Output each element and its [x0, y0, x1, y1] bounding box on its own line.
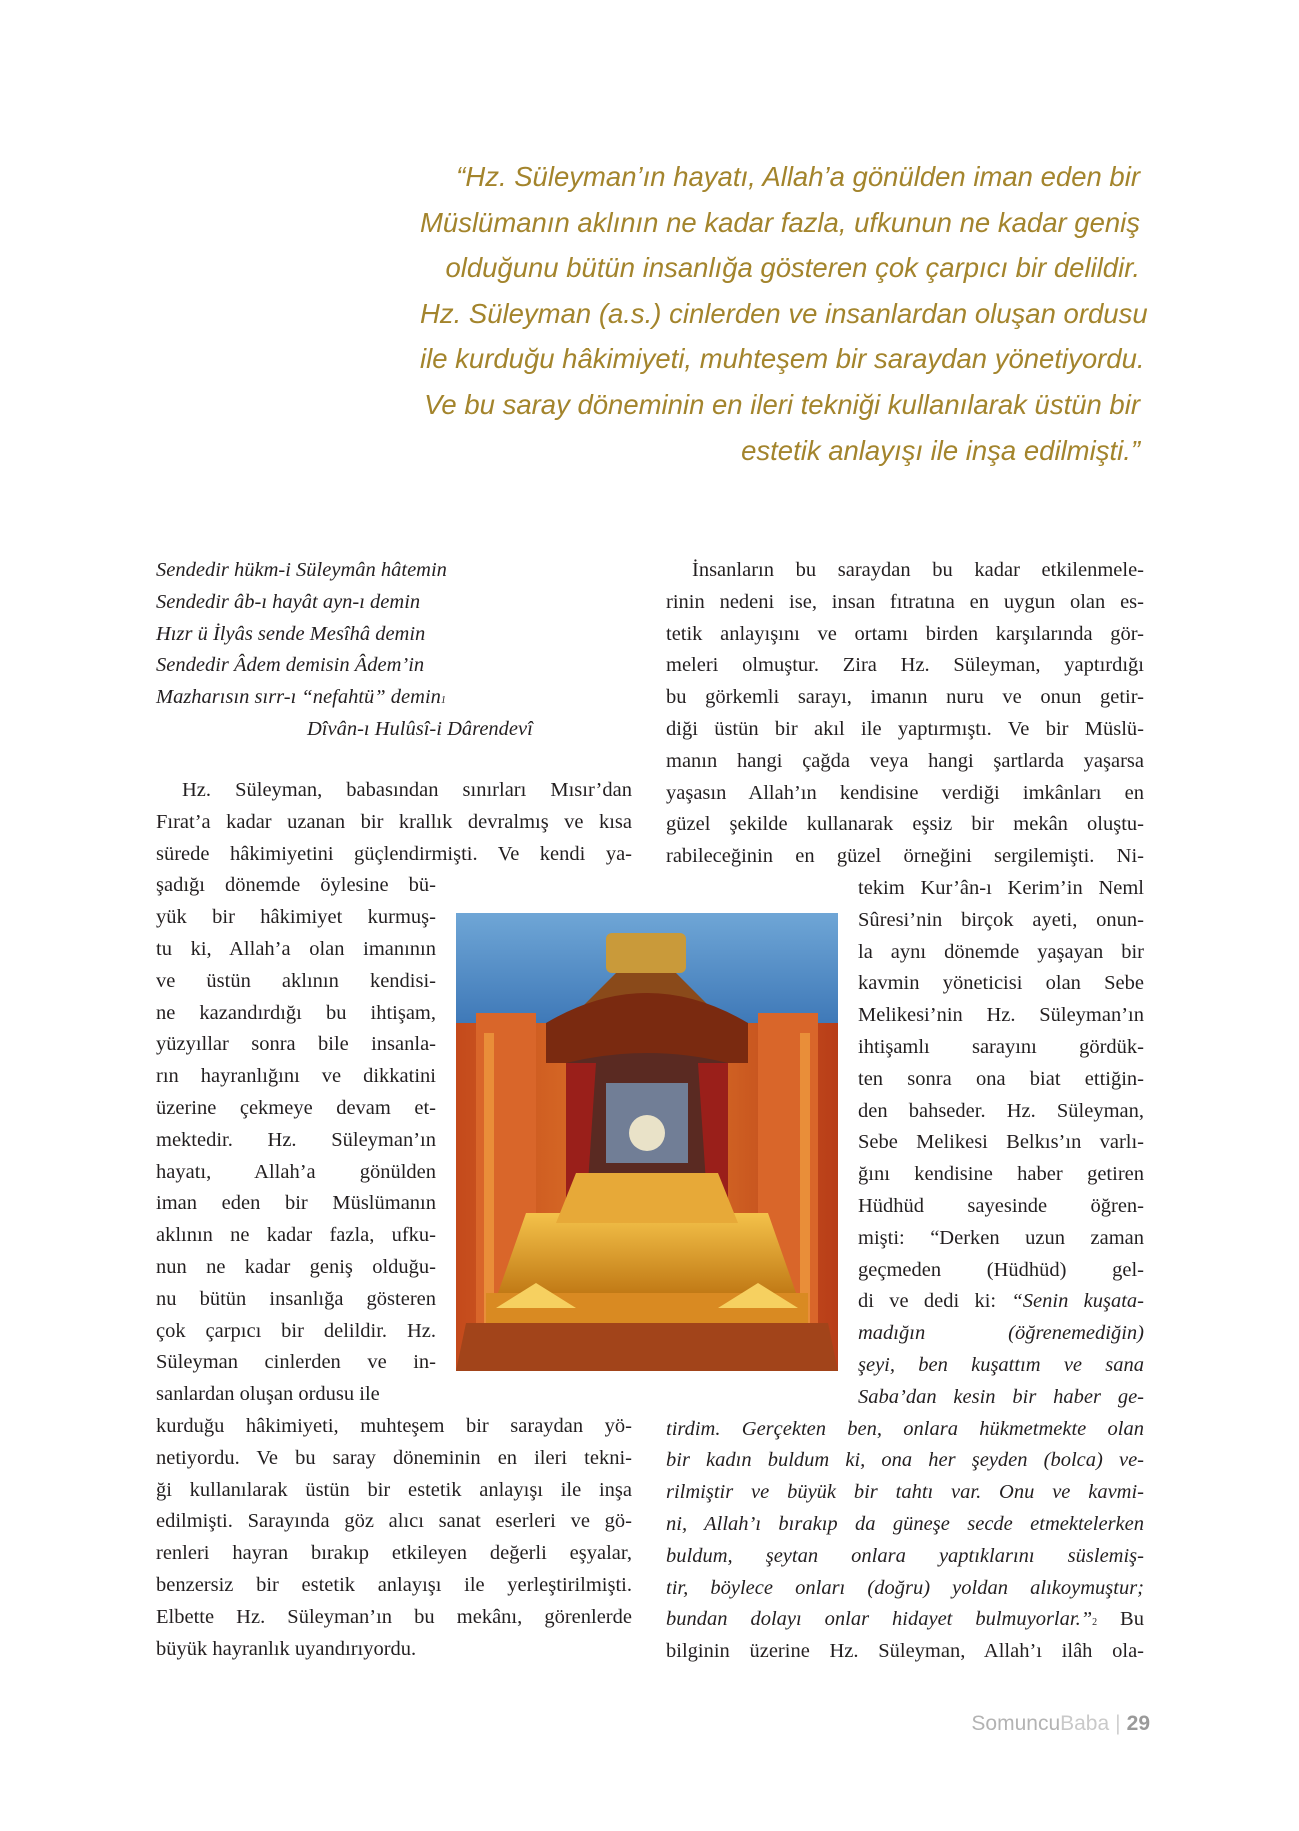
text-line: Sûresi’nin birçok ayeti, onun- — [858, 908, 1144, 931]
text-line: renleri hayran bırakıp etkileyen değerli eşyalar, — [156, 1542, 632, 1565]
text-line: ğını kendisine haber getiren — [858, 1163, 1144, 1186]
text-line: nu bütün insanlığa gösteren — [156, 1287, 436, 1310]
text-line: tu ki, Allah’a olan imanının — [156, 937, 436, 960]
text-line: bu görkemli sarayı, imanın nuru ve onun getir- — [666, 686, 1144, 709]
palace-throne-image — [456, 913, 838, 1371]
text-line: kurduğu hâkimiyeti, muhteşem bir saraydan yö- — [156, 1414, 632, 1437]
poem-source: Dîvân-ı Hulûsî-i Dârendevî — [307, 717, 533, 740]
text-line: iman eden bir Müslümanın — [156, 1192, 436, 1215]
poem-line — [156, 555, 586, 587]
text-line: la aynı dönemde yaşayan bir — [858, 940, 1144, 963]
poem-line — [156, 650, 586, 682]
text-line: manın hangi çağda veya hangi şartlarda yaşarsa — [666, 749, 1144, 772]
quran-quote-fragment: bundan dolayı onlar hidayet bulmuyorlar.” — [666, 1608, 1093, 1631]
text-fragment: di ve dedi ki: — [858, 1290, 1012, 1313]
text-line: edilmişti. Sarayında göz alıcı sanat eserleri ve gö- — [156, 1510, 632, 1533]
text-line: ihtişamlı sarayını gördük- — [858, 1035, 1144, 1058]
text-line: Saba’dan kesin bir haber ge- — [858, 1385, 1144, 1408]
poem-line — [156, 619, 586, 651]
text-line: Fırat’a kadar uzanan bir krallık devralmış ve kısa — [156, 810, 632, 833]
text-line: rilmiştir ve büyük bir tahtı var. Onu ve kavmi- — [666, 1481, 1144, 1504]
text-line: ği kullanılarak üstün bir estetik anlayışı ile inşa — [156, 1478, 632, 1501]
poem-line — [156, 682, 586, 714]
text-line: meleri olmuştur. Zira Hz. Süleyman, yaptırdığı — [666, 654, 1144, 677]
text-line: tir, böylece onları (doğru) yoldan alıkoymuştur; — [666, 1576, 1144, 1599]
text-line: tirdim. Gerçekten ben, onlara hükmetmekte olan — [666, 1417, 1144, 1440]
poem — [156, 555, 586, 746]
pull-quote-line: ile kurduğu hâkimiyeti, muhteşem bir saraydan yönetiyordu. — [420, 343, 1145, 375]
text-line: rinin nedeni ise, insan fıtratına en uygun olan es- — [666, 590, 1144, 613]
text-line: ve üstün aklının kendisi- — [156, 969, 436, 992]
text-line: yaşasın Allah’ın kendisine verdiği imkânları en — [666, 781, 1144, 804]
text-line: ni, Allah’ı bırakıp da güneşe secde etmektelerken — [666, 1512, 1144, 1535]
text-line: şadığı dönemde öylesine bü- — [156, 874, 436, 897]
text-line: ne kazandırdığı bu ihtişam, — [156, 1001, 436, 1024]
text-line: Melikesi’nin Hz. Süleyman’ın — [858, 1004, 1144, 1027]
footnote-marker: 1 — [440, 695, 446, 707]
text-line: Sebe Melikesi Belkıs’ın varlı- — [858, 1131, 1144, 1154]
quran-quote-fragment: “Senin kuşata- — [1011, 1290, 1144, 1313]
text-line: diği üstün bir akıl ile yaptırmıştı. Ve bir Müslü- — [666, 717, 1144, 740]
page-number: 29 — [1126, 1712, 1150, 1735]
text-line: büyük hayranlık uyandırıyordu. — [156, 1637, 417, 1660]
poem-line-text: Sendedir hükm-i Süleymân hâtemin — [156, 559, 447, 581]
text-line: kavmin yöneticisi olan Sebe — [858, 972, 1144, 995]
text-line: bir kadın buldum ki, ona her şeyden (bolca) ve- — [666, 1449, 1144, 1472]
text-line: yük bir hâkimiyet kurmuş- — [156, 906, 436, 929]
pull-quote-line: Ve bu saray döneminin en ileri tekniği kullanılarak üstün bir — [424, 388, 1140, 420]
poem-line-text: Sendedir Âdem demisin Âdem’in — [156, 654, 425, 677]
text-line: tekim Kur’ân-ı Kerim’in Neml — [858, 876, 1144, 899]
brand-somuncu: Somuncu — [971, 1712, 1061, 1735]
text-line: madığın (öğrenemediğin) — [858, 1322, 1144, 1345]
text-line: Hüdhüd sayesinde öğren- — [858, 1194, 1144, 1217]
text-line: mişti: “Derken uzun zaman — [858, 1226, 1144, 1249]
text-line: netiyordu. Ve bu saray döneminin en ileri tekni- — [156, 1446, 632, 1469]
text-line: Süleyman cinlerden ve in- — [156, 1351, 436, 1374]
text-line: yüzyıllar sonra bile insanla- — [156, 1033, 436, 1056]
pull-quote-line: “Hz. Süleyman’ın hayatı, Allah’a gönülden iman eden bir — [456, 161, 1140, 192]
text-line: sanlardan oluşan ordusu ile — [156, 1383, 380, 1406]
text-line: buldum, şeytan onlara yaptıklarını süslemiş- — [666, 1544, 1144, 1567]
text-line: nun ne kadar geniş olduğu- — [156, 1255, 436, 1278]
text-line: ten sonra ona biat ettiğin- — [858, 1067, 1144, 1090]
text-line: hayatı, Allah’a gönülden — [156, 1160, 436, 1183]
text-line: rabileceğinin en güzel örneğini sergilemişti. Ni- — [666, 845, 1144, 868]
text-line — [858, 1286, 1144, 1318]
footnote-marker: 2 — [1092, 1617, 1098, 1629]
text-line: üzerine çekmeye devam et- — [156, 1096, 436, 1119]
text-line: sürede hâkimiyetini güçlendirmişti. Ve kendi ya- — [156, 842, 632, 865]
text-line: rın hayranlığını ve dikkatini — [156, 1065, 436, 1088]
footer-separator: | — [1115, 1712, 1121, 1735]
poem-line — [156, 587, 586, 619]
pull-quote-line: olduğunu bütün insanlığa gösteren çok çarpıcı bir delildir. — [445, 252, 1140, 284]
text-line: aklının ne kadar fazla, ufku- — [156, 1224, 436, 1247]
text-line: şeyi, ben kuşattım ve sana — [858, 1353, 1144, 1376]
text-line: güzel şekilde kullanarak eşsiz bir mekân oluştu- — [666, 813, 1144, 836]
poem-line-text: Hızr ü İlyâs sende Mesîhâ demin — [156, 622, 426, 645]
pull-quote-line: estetik anlayışı ile inşa edilmişti.” — [741, 434, 1140, 466]
page-footer — [960, 1712, 1150, 1736]
pull-quote-line: Müslümanın aklının ne kadar fazla, ufkunun ne kadar geniş — [420, 206, 1141, 238]
poem-line-text: Sendedir âb-ı hayât ayn-ı demin — [156, 590, 421, 613]
text-line: mektedir. Hz. Süleyman’ın — [156, 1128, 436, 1151]
text-line: den bahseder. Hz. Süleyman, — [858, 1099, 1144, 1122]
text-line: benzersiz bir estetik anlayışı ile yerleştirilmişti. — [156, 1573, 632, 1596]
text-line — [666, 1604, 1144, 1636]
text-line: geçmeden (Hüdhüd) gel- — [858, 1258, 1144, 1281]
text-line: İnsanların bu saraydan bu kadar etkilenmele- — [692, 559, 1144, 581]
pull-quote — [420, 154, 1148, 473]
pull-quote-line: Hz. Süleyman (a.s.) cinlerden ve insanlardan oluşan ordusu — [420, 297, 1148, 329]
text-line: Hz. Süleyman, babasından sınırları Mısır’dan — [182, 779, 632, 801]
text-line: bilginin üzerine Hz. Süleyman, Allah’ı ilâh ola- — [666, 1640, 1144, 1663]
text-line: çok çarpıcı bir delildir. Hz. — [156, 1319, 436, 1342]
poem-line-text: Mazharısın sırr-ı “nefahtü” demin — [156, 686, 441, 709]
brand-baba: Baba — [1060, 1712, 1110, 1735]
text-fragment: Bu — [1097, 1608, 1144, 1631]
text-line: Elbette Hz. Süleyman’ın bu mekânı, görenlerde — [156, 1605, 632, 1628]
text-line: tetik anlayışını ve ortamı birden karşılarında gör- — [666, 622, 1144, 645]
